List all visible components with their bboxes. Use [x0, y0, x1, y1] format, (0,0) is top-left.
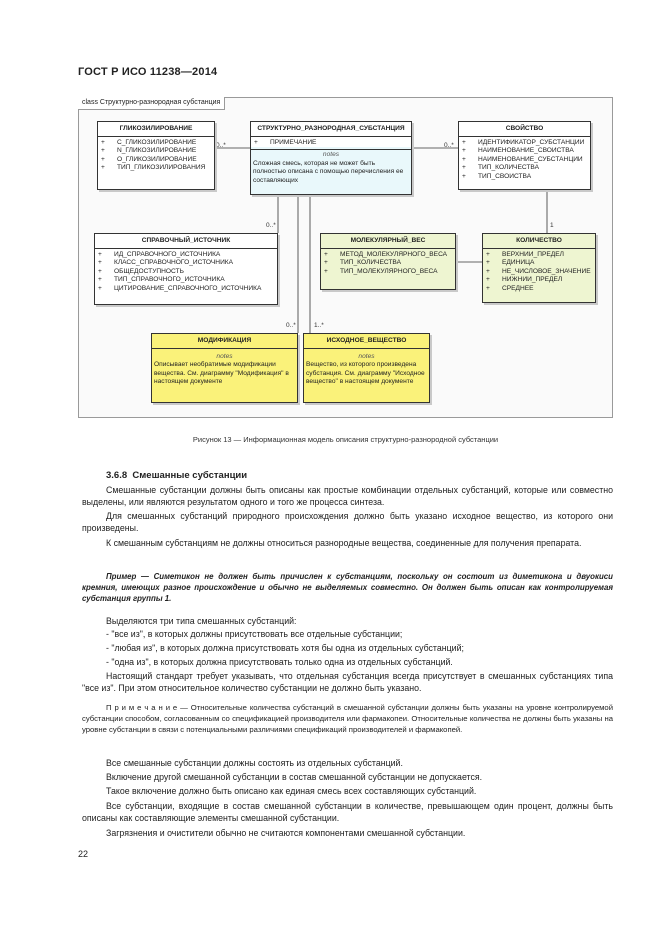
class-title: ГЛИКОЗИЛИРОВАНИЕ — [98, 122, 214, 137]
notes-label: notes — [216, 352, 233, 360]
paragraph-7: Включение другой смешанной субстанции в состав смешанной субстанции не допускается. — [106, 772, 483, 782]
class-reference-source — [94, 233, 278, 305]
class-attribute: + ОБЩЕДОСТУПНОСТЬ — [98, 267, 184, 275]
class-title: СВОЙСТВО — [459, 122, 590, 137]
class-attribute: + НИЖНИЙ_ПРЕДЕЛ — [486, 276, 563, 284]
list-item: - "все из", в которых должны присутствовать все отдельные субстанции; — [106, 629, 403, 639]
class-quantity — [482, 233, 596, 303]
class-molecular-weight — [320, 233, 456, 290]
class-attribute: + КЛАСС_СПРАВОЧНОГО_ИСТОЧНИКА — [98, 259, 234, 267]
paragraph-5: Настоящий стандарт требует указывать, что отдельная субстанция всегда присутствует в смешанных субстанциях типа "все из". При этом относительное количество субстанции не должно быть указано. — [82, 671, 613, 694]
class-attribute: + ИД_СПРАВОЧНОГО_ИСТОЧНИКА — [98, 250, 221, 258]
class-attribute: + ТИП_СПРАВОЧНОГО_ИСТОЧНИКА — [98, 276, 225, 284]
class-notes: Сложная смесь, которая не может быть полностью описана с помощью перечисления ее составляющих — [253, 159, 404, 184]
list-item: - "любая из", в которых должна присутствовать хотя бы одна из отдельных субстанций; — [106, 643, 464, 653]
class-attribute: + С_ГЛИКОЗИЛИРОВАНИЕ — [101, 138, 197, 146]
class-title: СПРАВОЧНЫЙ_ИСТОЧНИК — [95, 234, 277, 249]
class-attribute: + ПРИМЕЧАНИЕ — [254, 138, 317, 146]
class-notes: Вещество, из которого произведена субстанция. См. диаграмму "Исходное вещество" в настоящем документе — [306, 361, 425, 386]
section-heading — [106, 470, 247, 481]
class-attribute: + НАИМЕНОВАНИЕ_СУБСТАНЦИИ — [462, 155, 583, 163]
class-structurally-diverse-substance — [250, 121, 412, 195]
class-attribute: + НЕ_ЧИСЛОВОЕ_ЗНАЧЕНИЕ — [486, 267, 591, 275]
paragraph-8: Такое включение должно быть описано как единая смесь всех составляющих субстанций. — [106, 786, 477, 796]
multiplicity-prop: 0..* — [444, 142, 454, 149]
notes-label: notes — [251, 149, 411, 160]
paragraph-1: Смешанные субстанции должны быть описаны как простые комбинации отдельных субстанций, которые или совместно выделены, или являются результатом одного и того же процесса синтеза. — [82, 485, 613, 508]
page-number: 22 — [78, 849, 89, 859]
class-glycosylation — [97, 121, 215, 190]
class-property — [458, 121, 591, 190]
class-attribute: + ТИП_ГЛИКОЗИЛИРОВАНИЯ — [101, 164, 206, 172]
multiplicity-qty: 1 — [550, 222, 554, 229]
list-item: - "одна из", в которых должна присутствовать только одна из отдельных субстанций. — [106, 657, 453, 667]
multiplicity-src: 1..* — [314, 322, 324, 329]
class-attribute: + О_ГЛИКОЗИЛИРОВАНИЕ — [101, 155, 197, 163]
class-attribute: + СРЕДНЕЕ — [486, 284, 534, 292]
class-notes: Описывает необратимые модификации вещества. См. диаграмму "Модификация" в настоящем документе — [154, 361, 289, 386]
class-title: КОЛИЧЕСТВО — [483, 234, 595, 249]
multiplicity-glyco: 0..* — [216, 142, 226, 149]
class-attribute: + НАИМЕНОВАНИЕ_СВОЙСТВА — [462, 147, 574, 155]
class-title: МОЛЕКУЛЯРНЫЙ_ВЕС — [321, 234, 455, 249]
class-attribute: + ТИП_КОЛИЧЕСТВА — [462, 164, 540, 172]
class-source-material — [303, 333, 430, 403]
class-attribute: + ТИП_МОЛЕКУЛЯРНОГО_ВЕСА — [324, 267, 438, 275]
class-attribute: + ТИП_СВОЙСТВА — [462, 172, 532, 180]
paragraph-9: Все субстанции, входящие в состав смешанной субстанции в количестве, превышающем один процент, должны быть описаны как составляющие элементы смешанной субстанции. — [82, 801, 613, 824]
class-attribute: + ТИП_КОЛИЧЕСТВА — [324, 259, 402, 267]
class-modification — [151, 333, 298, 403]
figure-caption: Рисунок 13 — Информационная модель описания структурно-разнородной субстанции — [192, 435, 499, 444]
section-number: 3.6.8 — [106, 470, 128, 481]
notes-label: notes — [358, 352, 375, 360]
class-title: МОДИФИКАЦИЯ — [152, 334, 297, 349]
example-paragraph: Пример — Симетикон не должен быть причислен к субстанциям, поскольку он состоит из диметикона и двуокиси кремния, имеющих разное происхождение и обычно не выделяемых совместно. Он должен быть описан как контролируемая субстанция группы 1. — [82, 572, 613, 603]
diagram-frame-label: class Структурно-разнородная субстанция — [78, 97, 225, 110]
note-paragraph: П р и м е ч а н и е — Относительные количества субстанций в смешанной субстанции должны быть указаны на уровне контролируемой субстанции способом, согласованным со спецификацией производителя или фармакопеи. Относительные количества не должны быть указаны на уровне субстанции в связи с потенциальными различиями спецификаций производителей и фармакопей. — [82, 703, 613, 734]
multiplicity-mod: 0..* — [286, 322, 296, 329]
paragraph-4: Выделяются три типа смешанных субстанций: — [106, 616, 297, 626]
class-attribute: + N_ГЛИКОЗИЛИРОВАНИЕ — [101, 147, 197, 155]
class-attribute: + ЕДИНИЦА — [486, 259, 535, 267]
class-title: СТРУКТУРНО_РАЗНОРОДНАЯ_СУБСТАНЦИЯ — [251, 122, 411, 137]
paragraph-6: Все смешанные субстанции должны состоять из отдельных субстанций. — [106, 758, 403, 768]
class-attribute: + ВЕРХНИЙ_ПРЕДЕЛ — [486, 250, 564, 258]
multiplicity-ref: 0..* — [266, 222, 276, 229]
paragraph-3: К смешанным субстанциям не должны относиться разнородные вещества, соединенные для получения препарата. — [106, 538, 582, 548]
class-title: ИСХОДНОЕ_ВЕЩЕСТВО — [304, 334, 429, 349]
section-title: Смешанные субстанции — [132, 470, 248, 481]
paragraph-10: Загрязнения и очистители обычно не считаются компонентами смешанной субстанции. — [106, 828, 466, 838]
class-attribute: + ЦИТИРОВАНИЕ_СПРАВОЧНОГО_ИСТОЧНИКА — [98, 284, 262, 292]
document-header: ГОСТ Р ИСО 11238—2014 — [78, 66, 218, 78]
class-attribute: + МЕТОД_МОЛЕКУЛЯРНОГО_ВЕСА — [324, 250, 448, 258]
paragraph-2: Для смешанных субстанций природного происхождения должно быть указано исходное вещество, из которого они произведены. — [82, 511, 613, 534]
class-attribute: + ИДЕНТИФИКАТОР_СУБСТАНЦИИ — [462, 138, 585, 146]
